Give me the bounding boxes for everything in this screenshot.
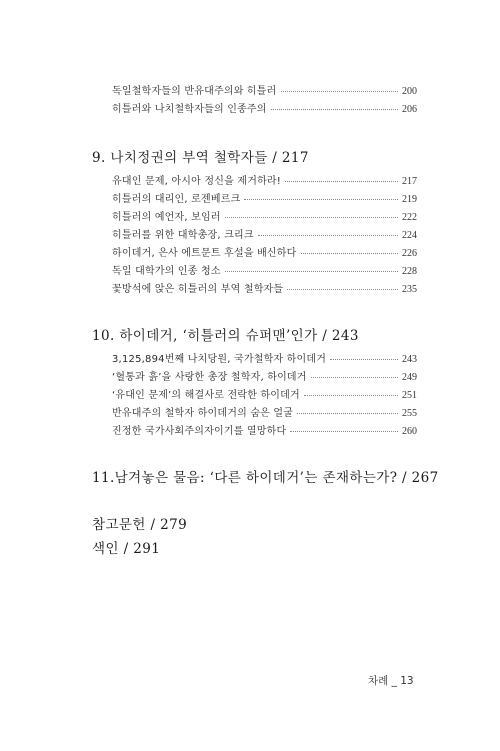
toc-entry-page: 228 bbox=[402, 266, 417, 277]
dot-leader bbox=[287, 289, 398, 290]
toc-entry[interactable] bbox=[112, 404, 417, 420]
toc-entry-title: 히틀러의 대리인, 로젠베르크 bbox=[112, 194, 241, 205]
bibliography-entry[interactable]: 참고문헌 / 279 bbox=[92, 517, 188, 533]
toc-entry-page: 224 bbox=[402, 230, 417, 241]
dot-leader bbox=[225, 217, 398, 218]
toc-entry-title: ‘혈통과 흙’을 사랑한 총장 철학자, 하이데거 bbox=[112, 372, 307, 383]
toc-entry[interactable] bbox=[112, 280, 417, 296]
dot-leader bbox=[225, 271, 398, 272]
toc-entry-title: 진정한 국가사회주의자이기를 열망하다 bbox=[112, 426, 287, 437]
toc-entry-title: 반유대주의 철학자 하이데거의 숨은 얼굴 bbox=[112, 408, 294, 419]
chapter-10-title[interactable]: 10. 하이데거, ‘히틀러의 슈퍼맨’인가 / 243 bbox=[92, 328, 359, 344]
toc-entry[interactable] bbox=[112, 100, 417, 116]
toc-entry-title: 히틀러의 예언자, 보임러 bbox=[112, 212, 221, 223]
dot-leader bbox=[330, 359, 398, 360]
toc-entry-page: 217 bbox=[402, 176, 417, 187]
toc-entry[interactable] bbox=[112, 350, 417, 366]
toc-entry-title: 하이데거, 은사 에트문트 후설을 배신하다 bbox=[112, 248, 297, 259]
toc-entry[interactable] bbox=[112, 244, 417, 260]
toc-entry-title: 꽃방석에 앉은 히틀러의 부역 철학자들 bbox=[112, 284, 284, 295]
dot-leader bbox=[301, 253, 398, 254]
toc-entry[interactable] bbox=[112, 422, 417, 438]
chapter-11-title[interactable]: 11.남겨놓은 물음: ‘다른 하이데거’는 존재하는가? / 267 bbox=[92, 470, 439, 486]
toc-entry[interactable] bbox=[112, 82, 417, 98]
toc-entry-page: 251 bbox=[402, 390, 417, 401]
index-entry[interactable]: 색인 / 291 bbox=[92, 541, 161, 557]
toc-entry[interactable] bbox=[112, 208, 417, 224]
toc-entry[interactable] bbox=[112, 368, 417, 384]
toc-entry-title: ‘유대인 문제’의 해결사로 전락한 하이데거 bbox=[112, 390, 300, 401]
toc-entry-page: 200 bbox=[402, 86, 417, 97]
toc-entry-page: 243 bbox=[402, 354, 417, 365]
toc-entry-page: 235 bbox=[402, 284, 417, 295]
toc-entry[interactable] bbox=[112, 190, 417, 206]
toc-entry-page: 249 bbox=[402, 372, 417, 383]
dot-leader bbox=[304, 395, 398, 396]
dot-leader bbox=[290, 431, 398, 432]
dot-leader bbox=[281, 91, 398, 92]
toc-entry[interactable] bbox=[112, 386, 417, 402]
toc-entry-title: 히틀러를 위한 대학총장, 크리크 bbox=[112, 230, 254, 241]
chapter-9-title[interactable]: 9. 나치정권의 부역 철학자들 / 217 bbox=[92, 150, 309, 166]
dot-leader bbox=[271, 109, 398, 110]
toc-entry-page: 206 bbox=[402, 104, 417, 115]
dot-leader bbox=[244, 199, 398, 200]
toc-entry-title: 3,125,894번째 나치당원, 국가철학자 하이데거 bbox=[112, 354, 327, 365]
dot-leader bbox=[297, 413, 398, 414]
toc-entry[interactable] bbox=[112, 262, 417, 278]
toc-entry-title: 유대인 문제, 아시아 정신을 제거하라! bbox=[112, 176, 282, 187]
toc-entry-page: 255 bbox=[402, 408, 417, 419]
toc-entry[interactable] bbox=[112, 172, 417, 188]
toc-entry-page: 219 bbox=[402, 194, 417, 205]
dot-leader bbox=[285, 181, 398, 182]
dot-leader bbox=[311, 377, 398, 378]
toc-entry-title: 히틀러와 나치철학자들의 인종주의 bbox=[112, 104, 267, 115]
toc-entry-title: 독일 대학가의 인종 청소 bbox=[112, 266, 221, 277]
toc-entry-page: 226 bbox=[402, 248, 417, 259]
toc-entry-page: 222 bbox=[402, 212, 417, 223]
page-footer: 차례 _ 13 bbox=[368, 675, 414, 687]
toc-entry-title: 독일철학자들의 반유대주의와 히틀러 bbox=[112, 86, 277, 97]
toc-entry[interactable] bbox=[112, 226, 417, 242]
toc-entry-page: 260 bbox=[402, 426, 417, 437]
dot-leader bbox=[258, 235, 398, 236]
